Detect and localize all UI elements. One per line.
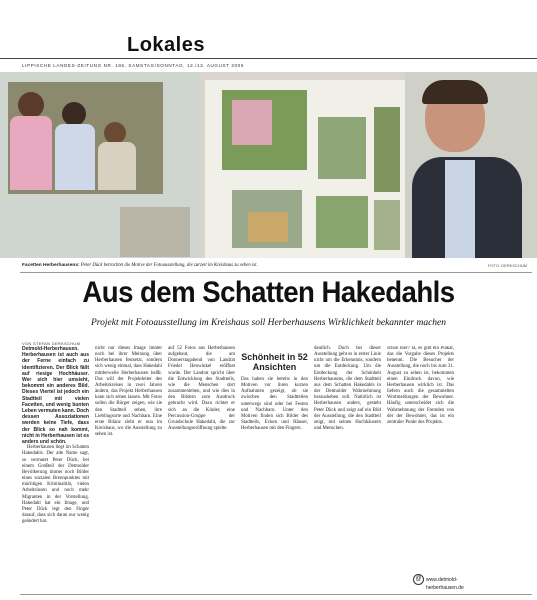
photo-credit: FOTO: DERKSCHUM — [487, 263, 527, 268]
section-title: Lokales — [127, 34, 205, 56]
pink-building — [232, 100, 272, 145]
masthead: LIPPISCHE LANDES-ZEITUNG NR. 186, SAMSTAG/SONNTAG, 12./13. AUGUST 2006 — [22, 63, 244, 68]
bottom-rule — [20, 594, 532, 595]
yellow-house — [248, 212, 288, 242]
article-paragraph: auf 52 Fotos aus Herberhausen aufgebaut, die am Donnerstagabend von Landrat Friedel Heuwinkel eröffnet wurde. Der Landrat spricht über die Entwicklung des Stadtteils, wie die Menschen dort zusammenleben, und wie dies in den Bildern zum Ausdruck gebracht wird. Dazu richtet er sich an die Kinder, eine Percussion-Gruppe der Grundschule Hakedahl, die zur Ausstellungseröffnung spielte. — [168, 346, 235, 432]
article-column-4 — [241, 346, 308, 432]
child-body — [98, 142, 136, 190]
wall-photo-small — [374, 200, 400, 250]
caption-label: Facetten Herberhausens: — [22, 263, 80, 268]
article-byline: VON STEFAN DERKSCHUM — [22, 341, 81, 346]
child-head — [62, 102, 86, 126]
web-link-line2: herberhausen.de — [426, 585, 464, 591]
child-head — [104, 122, 126, 144]
article-column-6 — [387, 346, 454, 566]
header-rule — [0, 58, 537, 59]
exhibition-photo — [0, 72, 537, 258]
web-link[interactable] — [413, 574, 464, 591]
web-link-line1: www.detmold- — [426, 576, 458, 583]
article-column-3 — [168, 346, 235, 432]
article-paragraph: deutlich. Doch bei dieser Ausstellung geht es in erster Linie nicht um die Erkenntnis, sondern um die Entdeckung. Um die Entdeckung der Schönheit Herberhausens, die dem Stadtteil aus dem Schatten Hakedahls in der Detmolder Wahrnehmung herausheben soll. Natürlich ist Herberhausen anders, gesteht Peter Dück und zeigt auf ein Bild der Ausstellung, die den Stadtteil zeigt, mit seinen Hochhäusern und Menschen. — [314, 346, 381, 432]
article-column-2 — [95, 346, 162, 438]
small-photo — [120, 207, 190, 257]
article-paragraph: Das haben sie bereits in den Motiven vor ihren kurzen Aufnahmen gezeigt, ob sie zwischen den Stadtteilen unterwegs sind oder bei Festen und Nachbarn. Unter den Motiven finden sich Bilder des Stadtteils, Ecken und Häuser, Herberhausen mit den Fingern. — [241, 377, 308, 432]
child-body — [10, 116, 52, 190]
caption-rule — [20, 272, 532, 273]
crosshead: Schönheit in 52 Ansichten — [241, 352, 308, 372]
wall-photo-tree — [318, 117, 366, 179]
at-icon: @ — [413, 574, 424, 585]
photo-caption — [22, 263, 527, 268]
wall-photo-tall — [374, 107, 400, 192]
caption-text: Peter Dück betrachtet die Motive der Fotoausstellung, die zurzeit im Kreishaus zu sehen ist. — [80, 263, 258, 268]
article-paragraph: nicht nur dieses Image immer noch bei ihrer Meinung über Herberhausen festsetzt, sondern sich wenig einmal, dass Hakedahl mittlerweile Herberhausen heißt. Das will der Projektleiter des Arbeitskreises in zwei Jahren ändern, das Projekt Herberhausen kann sich sehen lassen. Mit Fotos sollen die Bürger zeigen, wie sie den Stadtteil sehen, ihre Lieblingsorte und Nachbarn. Eine erste Bilanz zieht er nun im Kreishaus, wo die Ausstellung zu sehen ist. — [95, 346, 162, 438]
article-lead: Detmold-Herberhausen. Herberhausen ist auch aus der Ferne einfach zu identifizieren. Der Blick fällt auf riesige Hochhäuser. Wer sich hier umsieht, bekommt ein anderes Bild. Dieses Viertel ist jedoch ein Stadtteil mit vielen Facetten, und wenig bunten Leben vermuten kann. Doch dessen Assoziationen werden keine Tiefe, dass der Blick so nah kommt, nicht in Herberhausen ist es anders und schön. — [22, 346, 89, 446]
child-head — [18, 92, 44, 118]
article-headline: Aus dem Schatten Hakedahls — [82, 276, 455, 309]
child-body — [55, 124, 95, 190]
man-hair — [422, 80, 488, 104]
article-column-5 — [314, 346, 381, 432]
article-paragraph: Herberhausen liegt im Schatten Hakedahls. Der alte Name sagt, so vermutet Peter Dück, bei einem Großteil der Detmolder Bevölkerung immer noch Bilder eines sozialen Brennpunktes mit mächtigen Kriminalität, vielen Arbeitslosen und noch mehr Migranten in der Vorstellung. Hakedahl hat ein Image, und Peter Dück legt den Finger darauf, dass sich daran nur wenig geändert hat. — [22, 445, 89, 525]
article-subhead: Projekt mit Fotoausstellung im Kreishaus soll Herberhausens Wirklichkeit bekannter machen — [90, 318, 447, 328]
article-column-1 — [22, 346, 89, 525]
wall-photo-garden — [316, 196, 368, 248]
article-paragraph: schön hier? Ja, es gibt ein Plakat, das die Vorgabe dieses Projekts benennt. Die Besucher der Ausstellung, die noch bis zum 31. August zu sehen ist, bekommen einen Eindruck davon, wie Herberhausen wirklich ist. Das liefern auch die gesammelten Wortmeldungen der Bewohner. Häufig unterscheidet sich die Wahrnehmung der Fremden von der der Bewohner, das ist ein zentraler Punkt des Projekts. — [387, 346, 454, 425]
man-shirt — [445, 160, 475, 258]
